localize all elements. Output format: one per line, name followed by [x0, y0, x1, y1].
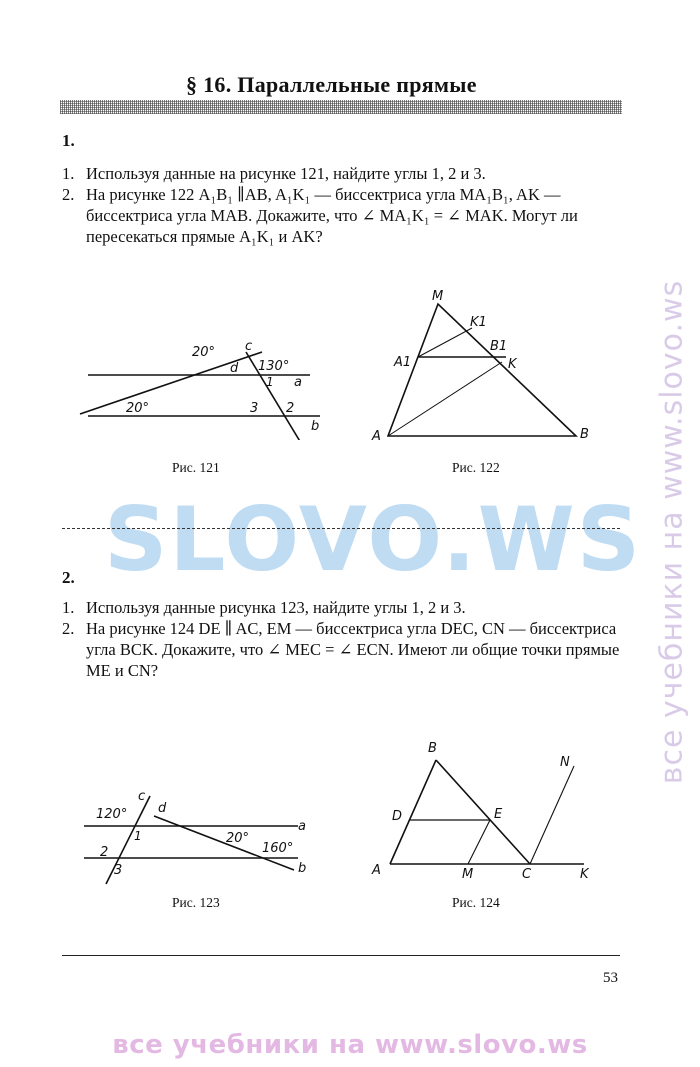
- label-c: C: [522, 867, 532, 882]
- variant-2-label: 2.: [62, 568, 75, 587]
- figure-121: [70, 330, 340, 440]
- label-angle-20-top: 20°: [192, 345, 216, 360]
- label-b1: B1: [490, 339, 508, 354]
- label-k: K: [508, 357, 517, 372]
- variant-2-task-2: [62, 618, 622, 681]
- label-angle-2: 2: [286, 401, 295, 416]
- task-text: На рисунке 122 A₁B₁ ∥AB, A₁K₁ — биссектриса угла MA₁B₁, AK — биссектриса угла MAB. Докажите, что ∠ MA₁K₁ = ∠ MAK. Могут ли пересекаться прямые A₁K₁ и AK?: [86, 185, 578, 246]
- section-title: § 16. Параллельные прямые: [186, 72, 477, 97]
- variant-2-task-1: [62, 597, 622, 618]
- label-a: A: [372, 429, 381, 444]
- label-angle-20: 20°: [226, 831, 250, 846]
- segment-a1k1: [418, 328, 472, 357]
- segment-em: [468, 820, 490, 864]
- label-c: c: [138, 789, 146, 804]
- label-angle-160: 160°: [262, 841, 294, 856]
- label-angle-1: 1: [134, 829, 142, 843]
- variant-1-task-2: [62, 184, 622, 247]
- label-c: c: [245, 339, 253, 354]
- label-k: K: [580, 867, 589, 882]
- ray-cn: [530, 766, 574, 864]
- task-text: Используя данные рисунка 123, найдите углы 1, 2 и 3.: [86, 598, 466, 617]
- footer-rule: [62, 955, 620, 956]
- label-a: a: [294, 375, 302, 390]
- task-text: На рисунке 124 DE ∥ AC, EM — биссектриса угла DEC, CN — биссектриса угла BCK. Докажите, что ∠ MEC = ∠ ECN. Имеют ли общие точки прямые ME и CN?: [86, 619, 620, 680]
- variant-separator: [62, 528, 620, 529]
- label-m: M: [462, 867, 474, 882]
- caption-figure-122: Рис. 122: [452, 460, 500, 475]
- label-angle-20-bottom: 20°: [126, 401, 150, 416]
- label-a1: A1: [394, 355, 412, 370]
- label-angle-3: 3: [250, 401, 259, 416]
- label-angle-1: 1: [266, 375, 274, 389]
- label-b: b: [311, 419, 320, 434]
- caption-figure-124: Рис. 124: [452, 895, 500, 910]
- label-d: d: [158, 801, 167, 816]
- watermark-side: все учебники на www.slovo.ws: [654, 279, 690, 785]
- task-number: 1.: [62, 164, 75, 183]
- label-angle-2: 2: [100, 845, 109, 860]
- label-k1: K1: [470, 315, 487, 330]
- label-e: E: [494, 807, 503, 822]
- label-angle-3: 3: [114, 863, 123, 878]
- segment-ak: [388, 362, 502, 436]
- label-a: a: [298, 819, 306, 834]
- task-number: 2.: [62, 619, 75, 638]
- page-number: 53: [603, 970, 618, 986]
- label-angle-130: 130°: [258, 359, 290, 374]
- label-a: A: [372, 863, 381, 878]
- title-hatch-bar: [60, 100, 622, 114]
- task-number: 1.: [62, 598, 75, 617]
- watermark-center: SLOVO.WS: [104, 488, 643, 591]
- label-n: N: [560, 755, 570, 770]
- segment-bc: [436, 760, 530, 864]
- label-b: b: [298, 861, 307, 876]
- figure-123: [76, 786, 312, 890]
- label-m: M: [432, 289, 444, 304]
- label-angle-120: 120°: [96, 807, 128, 822]
- figure-124: [366, 736, 610, 886]
- label-d: D: [392, 809, 403, 824]
- variant-1-label: 1.: [62, 131, 75, 150]
- label-d: d: [230, 361, 239, 376]
- variant-1-task-1: [62, 163, 622, 184]
- label-b: B: [428, 741, 437, 756]
- label-b: B: [580, 427, 589, 442]
- watermark-bottom: все учебники на www.slovo.ws: [112, 1030, 588, 1060]
- figure-122: [364, 286, 604, 446]
- task-text: Используя данные на рисунке 121, найдите углы 1, 2 и 3.: [86, 164, 486, 183]
- task-number: 2.: [62, 185, 75, 204]
- caption-figure-121: Рис. 121: [172, 460, 220, 475]
- caption-figure-123: Рис. 123: [172, 895, 220, 910]
